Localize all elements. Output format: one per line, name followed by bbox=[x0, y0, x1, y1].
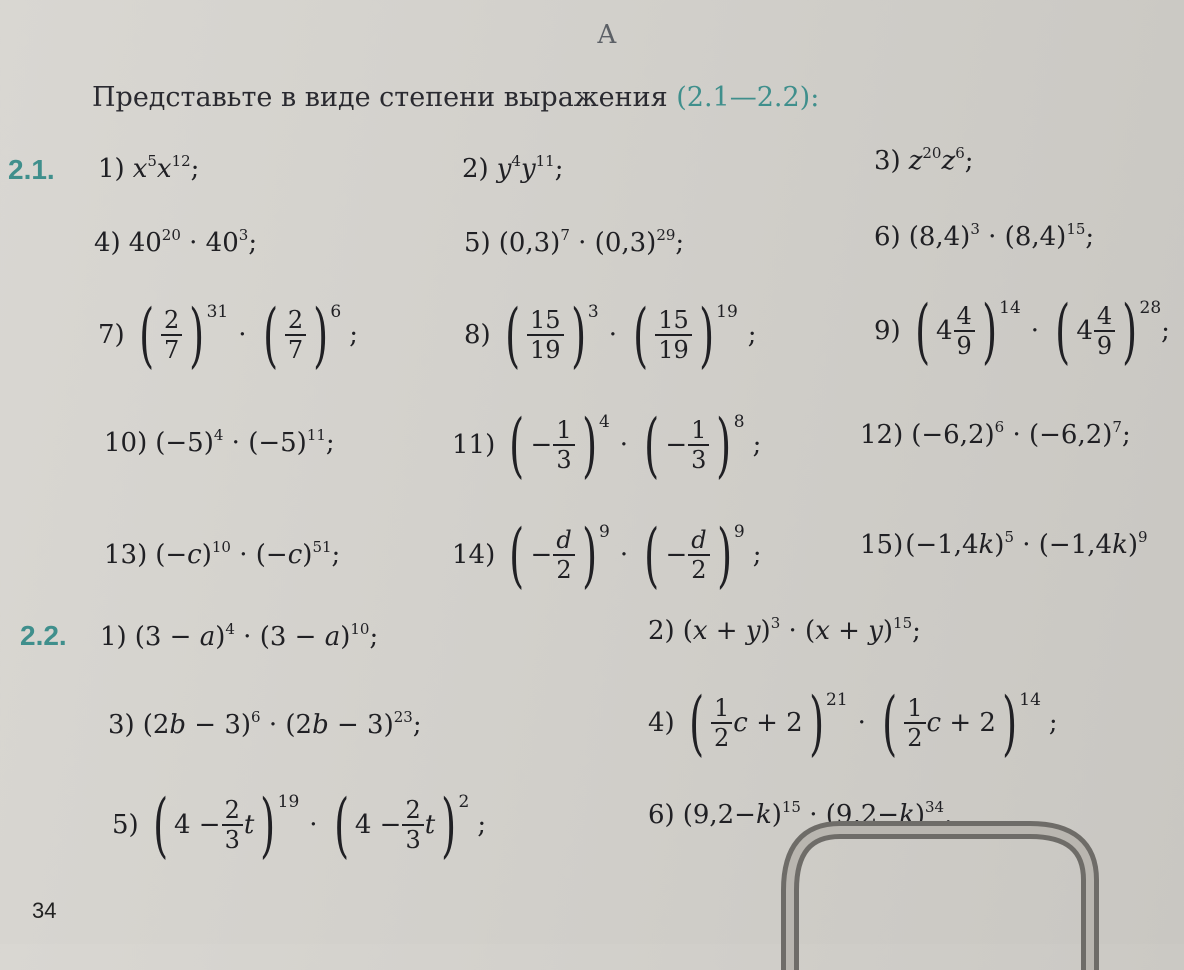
item-number: 13) bbox=[104, 540, 148, 570]
expression: ( 4 $\frac{4}{9}$ ) 14 · ( 4 $\frac{4}{9}$ ) 28 ; bbox=[914, 290, 1170, 372]
item-number: 10) bbox=[104, 428, 148, 458]
expression: ( 4 − $\frac{2}{3}$ t ) 19 · ( 4 − $\frac{2}{3}$ t ) 2 ; bbox=[152, 784, 487, 866]
ex21-item-14 bbox=[452, 514, 762, 596]
ex21-item-5 bbox=[464, 228, 684, 258]
item-number: 5) bbox=[464, 228, 491, 258]
ex21-item-4 bbox=[94, 228, 257, 258]
item-number: 9) bbox=[874, 316, 901, 346]
exercise-number-2-1: 2.1. bbox=[8, 154, 55, 185]
ex21-item-2 bbox=[462, 154, 564, 184]
expression: ( − $\frac{d}{2}$ ) 9 · ( − $\frac{d}{2}$ ) 9 ; bbox=[509, 514, 762, 596]
ex21-item-7 bbox=[98, 294, 358, 376]
ex21-item-10 bbox=[104, 428, 335, 458]
item-number: 3) bbox=[108, 710, 135, 740]
item-number: 1) bbox=[98, 154, 125, 184]
ex21-item-15 bbox=[860, 530, 1148, 560]
binder-clip-icon bbox=[770, 770, 1184, 970]
expression: $(-6,2)^6 \cdot (-6,2)^7$; bbox=[911, 418, 1131, 450]
exercise-number-2-2: 2.2. bbox=[20, 620, 67, 651]
expression: $(-c)^{10} \cdot (-c)^{51}$; bbox=[155, 538, 341, 570]
item-number: 6) bbox=[874, 222, 901, 252]
expression: $(-5)^4 \cdot (-5)^{11}$; bbox=[155, 426, 335, 458]
item-number: 2) bbox=[462, 154, 489, 184]
item-number: 1) bbox=[100, 622, 127, 652]
item-number: 3) bbox=[874, 146, 901, 176]
item-number: 8) bbox=[464, 320, 491, 350]
ex21-item-8 bbox=[464, 294, 757, 376]
instruction-range: (2.1—2.2): bbox=[676, 82, 820, 113]
expression: $(-1,4k)^5 \cdot (-1,4k)^9$ bbox=[905, 528, 1148, 560]
expression: $(2b - 3)^6 \cdot (2b - 3)^{23}$; bbox=[142, 708, 422, 740]
expression: $(8,4)^3 \cdot (8,4)^{15}$; bbox=[908, 220, 1095, 252]
level-heading: А bbox=[597, 20, 617, 50]
expression: ( $\frac{2}{7}$ ) 31 · ( $\frac{2}{7}$ ) 6 ; bbox=[138, 294, 358, 376]
expression: $(3 - a)^4 \cdot (3 - a)^{10}$; bbox=[134, 620, 379, 652]
item-number: 2) bbox=[648, 616, 675, 646]
expression: $40^{20} \cdot 40^3$; bbox=[128, 226, 258, 258]
expression: $z^{20}z^6$; bbox=[908, 144, 974, 176]
expression: $(0,3)^7 \cdot (0,3)^{29}$; bbox=[498, 226, 685, 258]
item-number: 12) bbox=[860, 420, 904, 450]
item-number: 5) bbox=[112, 810, 139, 840]
ex22-item-1 bbox=[100, 622, 378, 652]
expression: $y^4y^{11}$; bbox=[496, 152, 564, 184]
page-number: 34 bbox=[32, 898, 57, 923]
ex21-item-6 bbox=[874, 222, 1094, 252]
item-number: 7) bbox=[98, 320, 125, 350]
expression: ( $\frac{1}{2}$ c + 2 ) 21 · ( $\frac{1}{2}$ c + 2 ) 14 ; bbox=[688, 682, 1058, 764]
ex21-item-11 bbox=[452, 404, 762, 486]
ex21-item-9 bbox=[874, 290, 1170, 372]
ex21-item-13 bbox=[104, 540, 340, 570]
ex21-item-3 bbox=[874, 146, 974, 176]
expression: $x^5x^{12}$; bbox=[132, 152, 200, 184]
expression: ( − $\frac{1}{3}$ ) 4 · ( − $\frac{1}{3}$ ) 8 ; bbox=[509, 404, 762, 486]
ex22-item-3 bbox=[108, 710, 422, 740]
ex22-item-4 bbox=[648, 682, 1058, 764]
item-number: 15) bbox=[860, 530, 904, 560]
instruction-heading bbox=[92, 82, 819, 113]
instruction-text: Представьте в виде степени выражения bbox=[92, 82, 668, 113]
expression: $(9,2-k)^{15} \cdot (9,2-k)^{34}$. bbox=[682, 798, 953, 830]
ex21-item-1 bbox=[98, 154, 199, 184]
item-number: 11) bbox=[452, 430, 496, 460]
item-number: 14) bbox=[452, 540, 496, 570]
ex21-item-12 bbox=[860, 420, 1131, 450]
item-number: 6) bbox=[648, 800, 675, 830]
item-number: 4) bbox=[648, 708, 675, 738]
item-number: 4) bbox=[94, 228, 121, 258]
ex22-item-2 bbox=[648, 616, 921, 646]
ex22-item-5 bbox=[112, 784, 487, 866]
expression: ( $\frac{15}{19}$ ) 3 · ( $\frac{15}{19}$ ) 19 ; bbox=[504, 294, 757, 376]
expression: $(x + y)^3 \cdot (x + y)^{15}$; bbox=[682, 614, 921, 646]
